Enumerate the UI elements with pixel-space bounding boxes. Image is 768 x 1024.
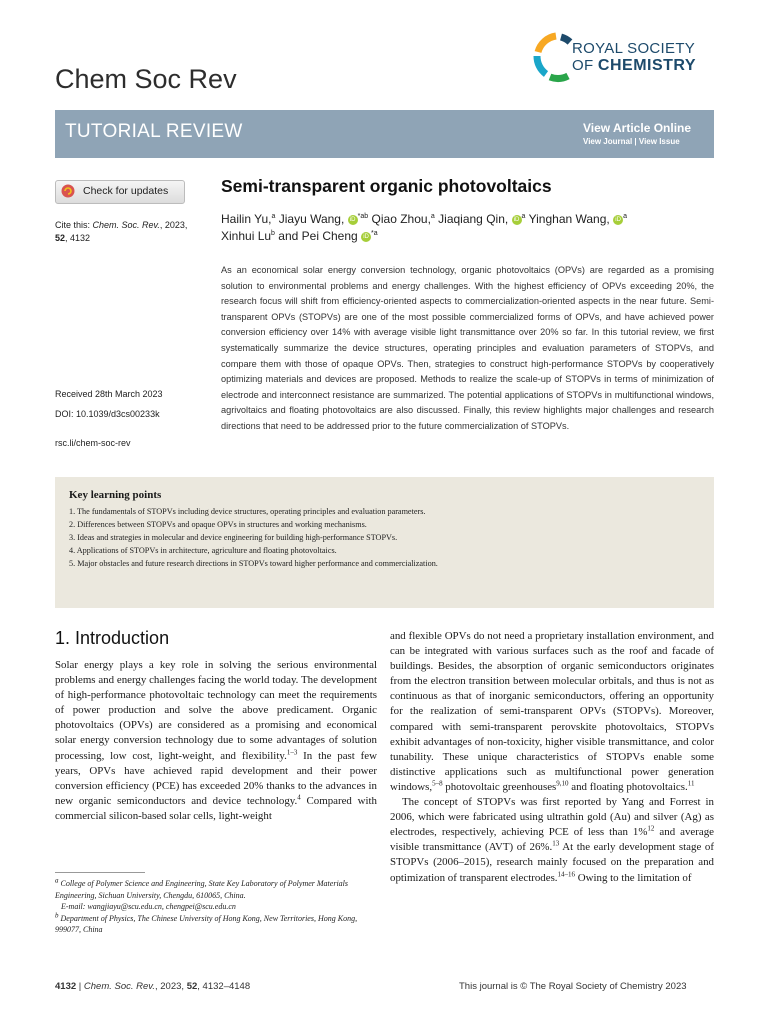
footnote-divider <box>55 872 145 873</box>
reference-link[interactable]: 11 <box>687 779 695 788</box>
affiliation-footnotes <box>55 878 385 936</box>
author-name[interactable]: Yinghan Wang, <box>528 212 610 226</box>
body-text: Owing to the limitation of <box>575 871 692 884</box>
doi-link[interactable]: DOI: 10.1039/d3cs00233k <box>55 409 160 419</box>
author-affiliation-mark: *a <box>371 230 378 237</box>
author-name[interactable]: Qiao Zhou, <box>371 212 431 226</box>
key-point-item: 4. Applications of STOPVs in architecture, agriculture and floating photovoltaics. <box>69 546 337 555</box>
reference-link[interactable]: 9,10 <box>556 779 569 788</box>
orcid-icon[interactable]: iD <box>348 215 358 225</box>
author-list <box>221 211 721 245</box>
logo-line2-chemistry: CHEMISTRY <box>597 57 697 74</box>
reference-link[interactable]: 13 <box>552 839 560 848</box>
body-text: and flexible OPVs do not need a proprietary installation environment, and can be integrated with various surfaces such as the roof and facade of buildings. Besides, the absorption of organic semiconductors originates from the electron transition between molecular orbitals, and thus is not as continuous as that of inorganic semiconductors, offering an opportunity for the realization of semi-transparent OPVs (STOPVs). Moreover, compared with semi-transparent perovskite photovoltaics, STOPVs exhibit advantages of non-toxicity, higher visible transmittance, and color tunability. These unique characteristics of STOPVs enable some distinctive applications such as multifunctional power generation windows, <box>390 630 714 793</box>
author-affiliation-mark: b <box>271 230 275 237</box>
copyright-notice: This journal is © The Royal Society of Chemistry 2023 <box>459 981 687 992</box>
logo-line2-of: OF <box>572 57 598 74</box>
body-text: and floating photovoltaics. <box>568 780 688 793</box>
view-issue-link[interactable]: View Issue <box>638 137 680 146</box>
author-name[interactable]: and Pei Cheng <box>278 229 358 243</box>
reference-link[interactable]: 12 <box>647 824 655 833</box>
author-name[interactable]: Hailin Yu, <box>221 212 272 226</box>
reference-link[interactable]: 4 <box>297 793 301 802</box>
body-text: photovoltaic greenhouses <box>442 780 557 793</box>
cite-year: , 2023, <box>159 220 188 230</box>
author-affiliation-mark: a <box>623 213 627 220</box>
article-type-label: TUTORIAL REVIEW <box>65 121 243 142</box>
cite-journal: Chem. Soc. Rev. <box>92 220 160 230</box>
journal-title: Chem Soc Rev <box>55 64 237 94</box>
footer-pages: , 4132–4148 <box>197 981 251 992</box>
footer-year: , 2023, <box>155 981 187 992</box>
check-for-updates-label: Check for updates <box>83 185 169 197</box>
check-updates-icon <box>61 184 75 198</box>
received-date: Received 28th March 2023 <box>55 389 163 399</box>
view-separator: | <box>632 137 639 146</box>
body-text: At the early development stage of STOPVs (2006–2015), research mainly focused on the preparation and optimization of transparent electrodes. <box>390 841 714 884</box>
body-text: Solar energy plays a key role in solving the serious environmental problems and energy challenges facing the world today. The development of high-performance photovoltaic technology can meet the requirements of power production and solve the above predicament. Organic photovoltaics (OPVs) are considered as a promising and economical solar energy conversion technology due to some advantages of solution processing, low cost, light-weight, and flexibility. <box>55 659 377 762</box>
footnote-email: E-mail: wangjiayu@scu.edu.cn, chengpei@scu.edu.cn <box>61 902 236 911</box>
abstract: As an economical solar energy conversion technology, organic photovoltaics (OPVs) are regarded as a promising solution to environmental problems and energy challenges. With the highest efficiency of OPVs exceeding 20%, the research focus will shift from efficiency-oriented aspects to commercialization-oriented aspects in the near future. Semi-transparent OPVs (STOPVs) are one of the most possible commercialized forms of OPVs, and have achieved power conversion efficiency over 14% with average visible light transmittance over 20% so far. In this tutorial review, we first systematically summarize the device structures, operating principles and evaluation parameters of STOPVs, and compare them with those of opaque OPVs. Then, strategies to construct high-performance STOPVs by cooperatively optimizing materials and devices are proposed. Methods to realize the scale-up of STOPVs in terms of minimization of electrode and interconnect resistance are summarized. The potential applications of STOPVs in multifunctional windows, agrivoltaics and floating photovoltaics are also discussed. Finally, this review highlights major challenges and research directions that need to be addressed prior to the future commercialization of STOPVs. <box>221 265 714 431</box>
orcid-icon[interactable]: iD <box>512 215 522 225</box>
footnote-mark: a <box>55 876 59 885</box>
footnote-a <box>55 878 385 901</box>
orcid-icon[interactable]: iD <box>361 232 371 242</box>
view-journal-link[interactable]: View Journal <box>583 137 633 146</box>
author-affiliation-mark: *ab <box>357 213 369 220</box>
footnote-mark: b <box>55 910 59 919</box>
author-name[interactable]: Jiaqiang Qin, <box>438 212 509 226</box>
orcid-icon[interactable]: iD <box>613 215 623 225</box>
key-point-item: 5. Major obstacles and future research directions in STOPVs toward higher performance and commercialization. <box>69 559 438 568</box>
key-point-item: 1. The fundamentals of STOPVs including device structures, operating principles and evaluation parameters. <box>69 507 426 516</box>
view-links <box>583 137 680 146</box>
view-article-online-link[interactable]: View Article Online <box>583 121 692 135</box>
rsc-logo-text <box>572 40 696 74</box>
page-footer-left <box>55 981 250 992</box>
body-column-left <box>55 658 377 824</box>
cite-pages: , 4132 <box>65 233 91 243</box>
body-text: Compared with commercial silicon-based solar cells, light-weight <box>55 794 377 822</box>
footnote-b <box>55 910 385 936</box>
body-column-right <box>390 629 714 886</box>
key-point-item: 3. Ideas and strategies in molecular and device engineering for building high-performance STOPVs. <box>69 533 398 542</box>
article-title: Semi-transparent organic photovoltaics <box>221 176 552 196</box>
footer-volume: 52 <box>186 981 198 992</box>
key-learning-points-list <box>69 505 438 570</box>
body-text: and average visible transmittance (AVT) of 26%. <box>390 826 714 854</box>
footnote-text: College of Polymer Science and Engineering, State Key Laboratory of Polymer Materials Engineering, Sichuan University, Chengdu, 610065, China. <box>55 879 348 900</box>
reference-link[interactable]: 14–16 <box>557 869 576 878</box>
reference-link[interactable]: 5–8 <box>432 779 443 788</box>
reference-link[interactable]: 1–3 <box>286 747 298 756</box>
cite-prefix: Cite this: <box>55 220 93 230</box>
journal-url-link[interactable]: rsc.li/chem-soc-rev <box>55 438 131 448</box>
logo-line1: ROYAL SOCIETY <box>572 40 696 57</box>
footnote-text: Department of Physics, The Chinese University of Hong Kong, New Territories, Hong Kong, 999077, China <box>55 913 358 934</box>
cite-volume: 52 <box>55 233 66 243</box>
key-point-item: 2. Differences between STOPVs and opaque OPVs in structures and working mechanisms. <box>69 520 367 529</box>
author-name[interactable]: Jiayu Wang, <box>278 212 345 226</box>
body-text: The concept of STOPVs was first reported by Yang and Forrest in 2006, which were fabricated using ultrathin gold (Au) and silver (Ag) as electrodes, respectively, achieving PCE of less than 1% <box>390 796 714 839</box>
author-affiliation-mark: a <box>521 213 526 220</box>
author-name[interactable]: Xinhui Lu <box>221 229 272 243</box>
footer-journal: Chem. Soc. Rev. <box>83 981 155 992</box>
page-number: 4132 <box>55 981 77 992</box>
body-text: In the past few years, OPVs have achieved rapid development and their power conversion efficiency (PCE) has exceeded 20% thanks to the advances in new organic semiconductors and device technology. <box>55 749 377 807</box>
author-affiliation-mark: a <box>430 213 435 220</box>
author-affiliation-mark: a <box>271 213 276 220</box>
citation <box>55 219 215 245</box>
footer-separator: | <box>76 981 84 992</box>
section-heading-introduction: 1. Introduction <box>55 628 170 648</box>
key-learning-points-title: Key learning points <box>69 489 162 501</box>
